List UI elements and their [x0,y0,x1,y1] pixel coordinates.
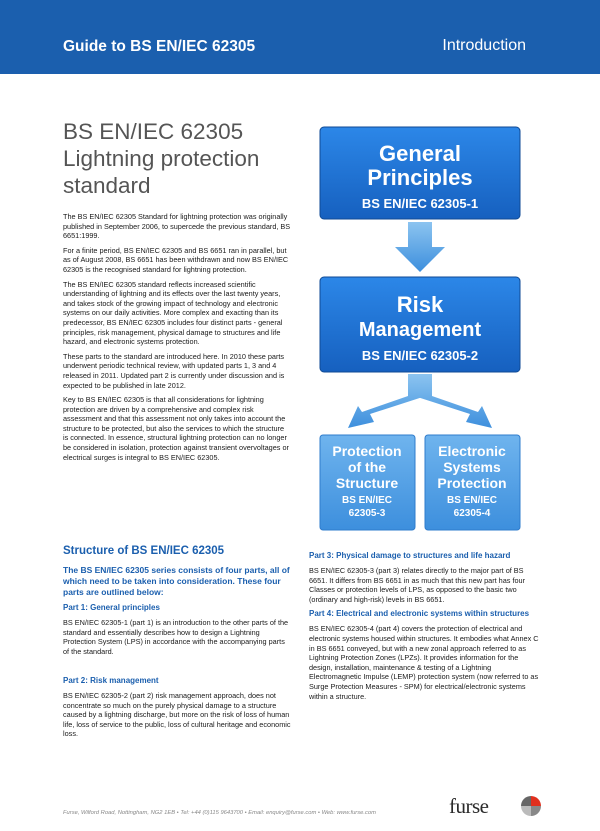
page-title-line: standard [63,173,151,198]
box4-line2: Systems [443,459,501,475]
part-text: BS EN/IEC 62305-1 (part 1) is an introduction to the other parts of the standard and essentially describes how to design a Lightning Protection System (LPS) in accordance with the accompanying parts of the standard. [63,618,289,656]
parts-3-4-column [309,551,539,706]
box2-line1: Risk [396,292,444,317]
logo-mark-icon [521,796,541,816]
part-2-section [63,676,291,744]
intro-paragraph: Key to BS EN/IEC 62305 is that all considerations for lightning protection are driven by a comprehensive and complex risk assessment and that this assessment not only takes into account the structure to be protected, but also the services to which the structure is connected. In essence, structural lightning protection can no longer be considered in isolation, protection against transient overvoltages or electrical surges is integral to BS EN/IEC 62305. [63,395,289,462]
part-text: BS EN/IEC 62305-2 (part 2) risk management approach, does not concentrate so much on the purely physical damage to a structure caused by a lightning discharge, but more on the risk of loss of human life, loss of service to the public, loss of cultural heritage and economic loss. [63,691,291,739]
header-bar [0,0,600,74]
box3-code2: 62305-3 [348,508,386,519]
intro-paragraph: The BS EN/IEC 62305 Standard for lightning protection was originally published in September 2006, to supercede the previous standard, BS 6651:1999. [63,212,291,241]
arrow-down-right [408,374,492,428]
box4-code2: 62305-4 [453,508,491,519]
box4-code1: BS EN/IEC [446,495,498,506]
part-text: BS EN/IEC 62305-4 (part 4) covers the protection of electrical and electronic systems housed within structures. It embodies what Annex C in BS 6651 conveyed, but with a new zonal approach referred to as Lightning Protection Zones (LPZs). It provides information for the design, installation, maintenance & testing of a Lightning Electromagnetic Impulse (LEMP) protection system (now referred to as Surge Protection Measures - SPM) for electrical/electronic systems within a structure. [309,624,539,701]
arrow-down-1 [395,222,445,272]
page-title-line: Lightning protection [63,146,260,171]
part-1-section [63,603,291,661]
part-heading: Part 4: Electrical and electronic systems within structures [309,609,530,619]
box3-line3: Structure [335,475,399,491]
box3-code1: BS EN/IEC [341,495,393,506]
intro-paragraph: For a finite period, BS EN/IEC 62305 and BS 6651 ran in parallel, but as of August 2008, BS 6651 has been withdrawn and now BS EN/IEC 62305 is the recognised standard for lightning protection. [63,245,289,274]
part-heading: Part 3: Physical damage to structures and life hazard [309,551,511,560]
footer-contact: Furse, Wilford Road, Nottingham, NG2 1EB • Tel: +44 (0)115 9643700 • Email: enquiry@furse.com • Web: www.furse.com [63,810,376,816]
box3-line2: of the [347,459,387,475]
guide-title: Guide to BS EN/IEC 62305 [63,38,256,55]
structure-lead: The BS EN/IEC 62305 series consists of four parts, all of which need to be taken into consideration. These four parts are outlined below: [63,565,290,597]
part-heading: Part 2: Risk management [63,676,159,685]
structure-heading: Structure of BS EN/IEC 62305 [63,545,225,557]
box1-line1: General [379,141,461,166]
box3-line1: Protection [332,443,402,459]
box1-code: BS EN/IEC 62305-1 [361,196,479,211]
intro-text [63,212,291,467]
section-label: Introduction [442,37,526,54]
box2-code: BS EN/IEC 62305-2 [361,348,479,363]
box4-line1: Electronic [438,443,506,459]
page-title-line: BS EN/IEC 62305 [63,119,244,144]
furse-logo [449,794,544,820]
part-text: BS EN/IEC 62305-3 (part 3) relates directly to the major part of BS 6651. It differs from BS 6651 in as much that this new part has four Classes or protection levels of LPS, as opposed to the basic two (ordinary and high-risk) levels in BS 6651. [309,566,526,604]
box4-line3: Protection [437,475,507,491]
intro-paragraph: These parts to the standard are introduced here. In 2010 these parts underwent periodic technical review, with updated parts 1, 3 and 4 released in 2011. Updated part 2 is currently under discussion and is expected to be published in late 2012. [63,351,285,390]
logo-text: furse [449,794,489,818]
box2-line2: Management [358,319,482,341]
part-heading: Part 1: General principles [63,603,160,612]
page-title [63,118,303,199]
standard-structure-diagram [300,110,600,540]
box1-line2: Principles [367,165,473,190]
intro-paragraph: The BS EN/IEC 62305 standard reflects increased scientific understanding of lightning and its effects over the last twenty years, and takes stock of the growing impact of technology and electronic systems on our daily activities. More complex and exacting than its predecessor, BS EN/IEC 62305 includes four distinct parts - general principles, risk management, physical damage to structures and life hazard, and electronic systems protection. [63,279,283,347]
